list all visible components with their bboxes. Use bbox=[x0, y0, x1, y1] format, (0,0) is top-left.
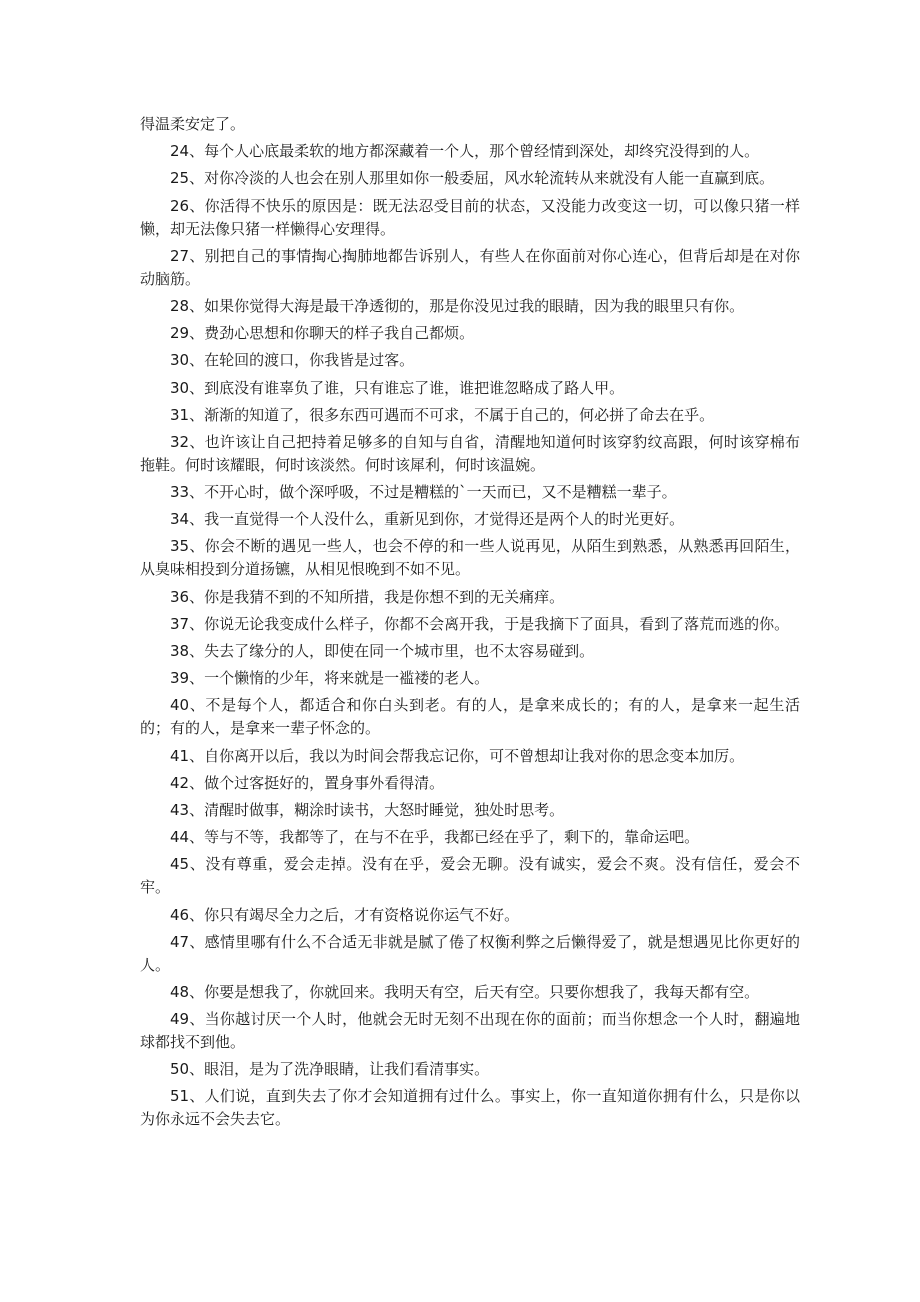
paragraph-44: 44、等与不等，我都等了，在与不在乎，我都已经在乎了，剩下的，靠命运吧。 bbox=[170, 828, 700, 847]
paragraph-42: 42、做个过客挺好的，置身事外看得清。 bbox=[170, 773, 445, 792]
paragraph-30b: 30、到底没有谁辜负了谁，只有谁忘了谁，谁把谁忽略成了路人甲。 bbox=[170, 378, 625, 397]
paragraph-25: 25、对你冷淡的人也会在别人那里如你一般委屈，风水轮流转从来就没有人能一直赢到底。 bbox=[170, 169, 775, 188]
paragraph-49: 49、当你越讨厌一个人时，他就会无时无刻不出现在你的面前；而当你想念一个人时，翻遍地球都找不到他。 bbox=[140, 1010, 800, 1052]
paragraph-38: 38、失去了缘分的人，即使在同一个城市里，也不太容易碰到。 bbox=[170, 642, 595, 660]
paragraph-33: 33、不开心时，做个深呼吸，不过是糟糕的`一天而已，又不是糟糕一辈子。 bbox=[170, 483, 677, 502]
paragraph-32: 32、也许该让自己把持着足够多的自知与自省，清醒地知道何时该穿豹纹高跟，何时该穿棉布拖鞋。何时该耀眼，何时该淡然。何时该犀利，何时该温婉。 bbox=[140, 432, 800, 474]
paragraph-26: 26、你活得不快乐的原因是：既无法忍受目前的状态，又没能力改变这一切，可以像只猪一样懒，却无法像只猪一样懒得心安理得。 bbox=[140, 196, 800, 238]
paragraph-47: 47、感情里哪有什么不合适无非就是腻了倦了权衡利弊之后懒得爱了，就是想遇见比你更好的人。 bbox=[140, 932, 800, 974]
paragraph-28: 28、如果你觉得大海是最干净透彻的，那是你没见过我的眼睛，因为我的眼里只有你。 bbox=[170, 296, 745, 315]
paragraph-48: 48、你要是想我了，你就回来。我明天有空，后天有空。只要你想我了，我每天都有空。 bbox=[170, 982, 760, 1001]
paragraph-40: 40、不是每个人，都适合和你白头到老。有的人，是拿来成长的；有的人，是拿来一起生活的；有的人，是拿来一辈子怀念的。 bbox=[140, 696, 800, 738]
paragraph-46: 46、你只有竭尽全力之后，才有资格说你运气不好。 bbox=[170, 905, 520, 924]
paragraph-29: 29、费劲心思想和你聊天的样子我自己都烦。 bbox=[170, 324, 475, 343]
paragraph-41: 41、自你离开以后，我以为时间会帮我忘记你，可不曾想却让我对你的思念变本加厉。 bbox=[170, 746, 745, 765]
paragraph-39: 39、一个懒惰的少年，将来就是一褴褛的老人。 bbox=[170, 669, 490, 688]
paragraph-36: 36、你是我猜不到的不知所措，我是你想不到的无关痛痒。 bbox=[170, 587, 565, 606]
paragraph-50: 50、眼泪，是为了洗净眼睛，让我们看清事实。 bbox=[170, 1060, 490, 1079]
paragraph-24: 24、每个人心底最柔软的地方都深藏着一个人，那个曾经情到深处，却终究没得到的人。 bbox=[170, 142, 760, 161]
paragraph-45: 45、没有尊重，爱会走掉。没有在乎，爱会无聊。没有诚实，爱会不爽。没有信任，爱会不牢。 bbox=[140, 855, 800, 897]
paragraph-43: 43、清醒时做事，糊涂时读书，大怒时睡觉，独处时思考。 bbox=[170, 800, 565, 819]
paragraph-27: 27、别把自己的事情掏心掏肺地都告诉别人，有些人在你面前对你心连心，但背后却是在对你动脑筋。 bbox=[140, 246, 800, 288]
paragraph-34: 34、我一直觉得一个人没什么，重新见到你，才觉得还是两个人的时光更好。 bbox=[170, 510, 685, 529]
paragraph-35: 35、你会不断的遇见一些人，也会不停的和一些人说再见，从陌生到熟悉，从熟悉再回陌生，从臭味相投到分道扬镳，从相见恨晚到不如不见。 bbox=[140, 537, 800, 579]
paragraph-51: 51、人们说，直到失去了你才会知道拥有过什么。事实上，你一直知道你拥有什么，只是你以为你永远不会失去它。 bbox=[140, 1087, 800, 1129]
paragraph-31: 31、渐渐的知道了，很多东西可遇而不可求，不属于自己的，何必拼了命去在乎。 bbox=[170, 405, 715, 424]
document-body bbox=[140, 113, 800, 1136]
paragraph-30a: 30、在轮回的渡口，你我皆是过客。 bbox=[170, 351, 415, 370]
paragraph-continuation: 得温柔安定了。 bbox=[140, 115, 246, 133]
paragraph-37: 37、你说无论我变成什么样子，你都不会离开我，于是我摘下了面具，看到了落荒而逃的你。 bbox=[170, 614, 790, 633]
